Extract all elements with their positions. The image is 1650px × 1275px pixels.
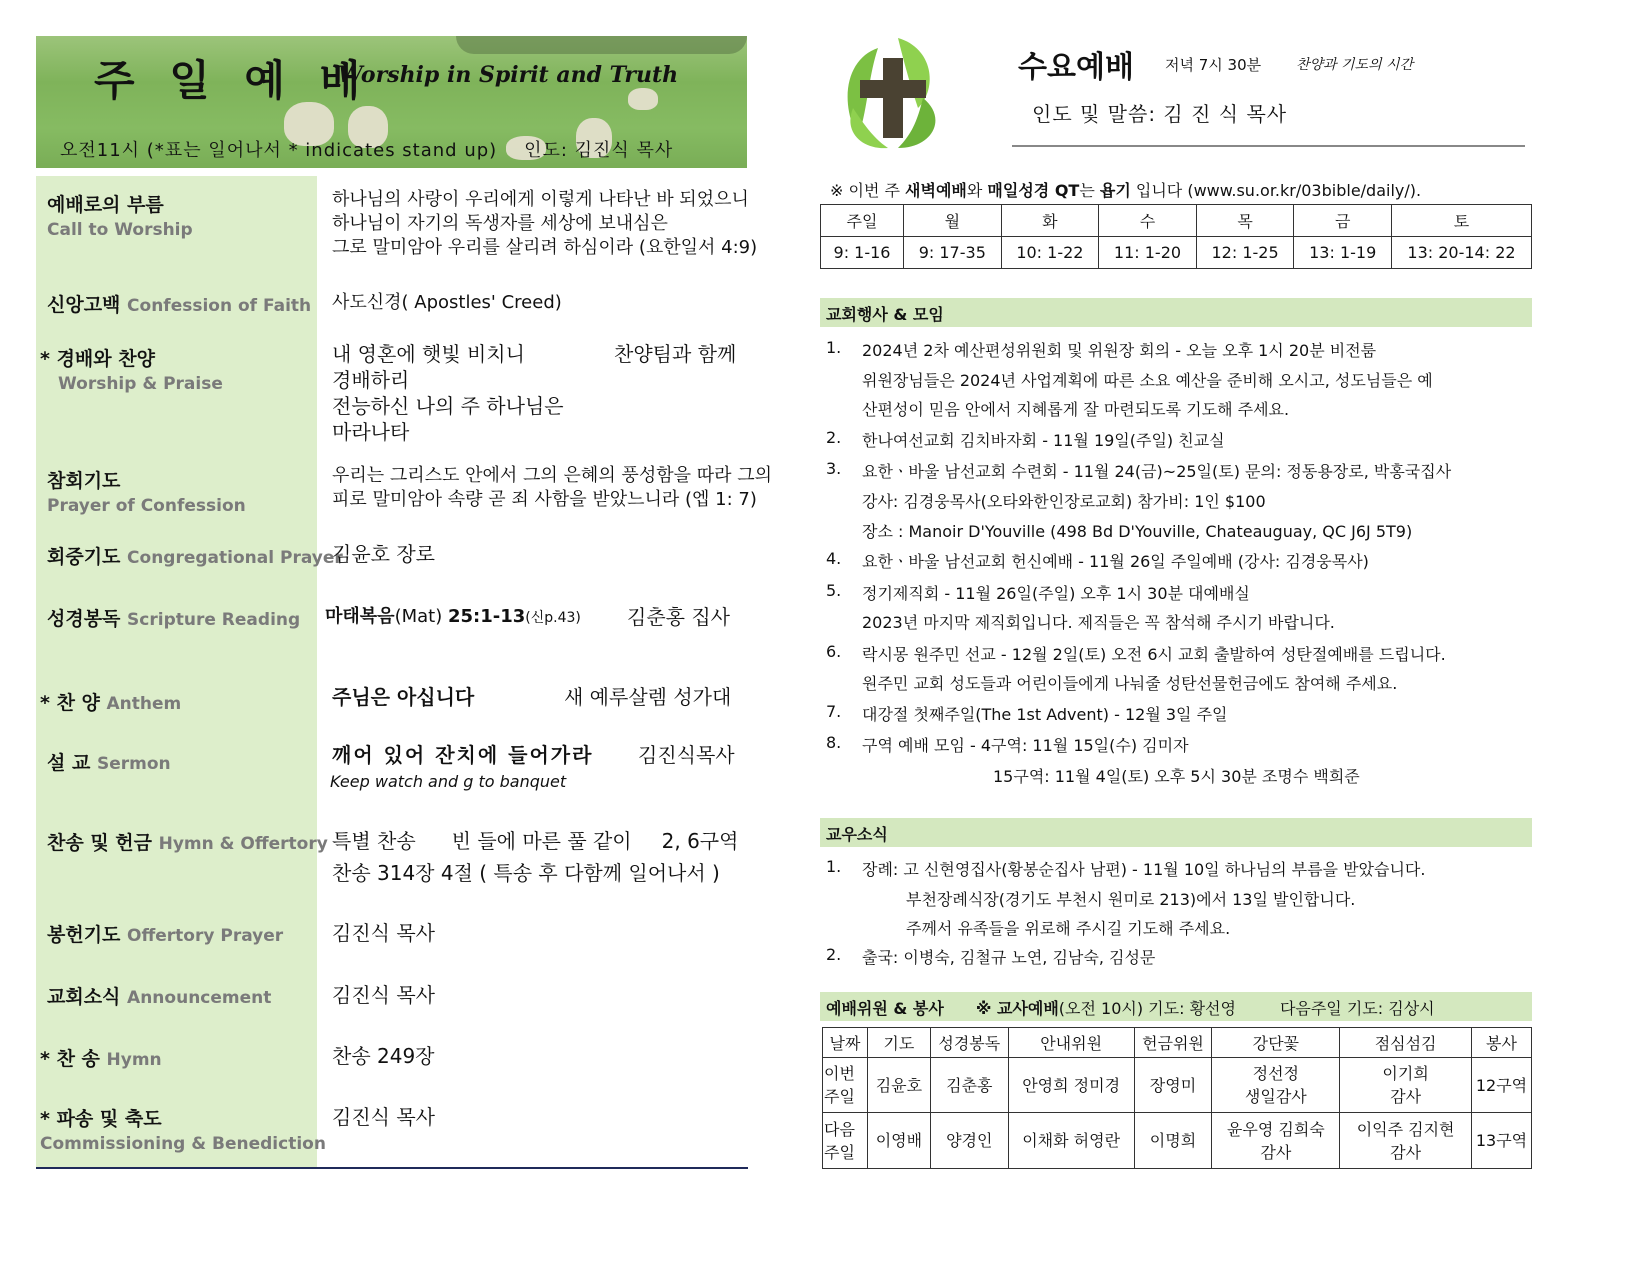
news-line: 장례: 고 신현영집사(황봉순집사 남편) - 11월 10일 하나님의 부름을 받았습니다. <box>862 860 1426 879</box>
table-cell: 정선정 생일감사 <box>1212 1058 1340 1113</box>
news-number: 1. <box>826 857 842 876</box>
event-number: 4. <box>826 549 842 568</box>
column-header: 점심섬김 <box>1340 1028 1472 1058</box>
table-row <box>821 237 1532 269</box>
table-row <box>823 1058 1532 1113</box>
hymn-offertory: 특별 찬송 빈 들에 마른 풀 같이 2, 6구역 찬송 314장 4절 ( 특송 후 다함께 일어나서 ) <box>332 829 739 885</box>
order-label: 찬송 및 헌금 Hymn & Offertory <box>47 832 328 854</box>
event-number: 3. <box>826 459 842 478</box>
column-header: 봉사 <box>1472 1028 1532 1058</box>
event-line: 산편성이 믿음 안에서 지혜롭게 잘 마련되도록 기도해 주세요. <box>862 400 1290 419</box>
table-cell: 이기희 감사 <box>1340 1058 1472 1113</box>
table-cell: 이명희 <box>1134 1113 1212 1169</box>
table-cell: 김춘홍 <box>930 1058 1008 1113</box>
event-line: 요한ㆍ바울 남선교회 수련회 - 11월 24(금)~25일(토) 문의: 정동용장로, 박홍국집사 <box>862 462 1452 481</box>
event-number: 1. <box>826 338 842 357</box>
table-row <box>821 205 1532 237</box>
reading-cell: 10: 1-22 <box>1001 237 1099 269</box>
table-cell: 윤우영 김희숙 감사 <box>1212 1113 1340 1169</box>
order-label-column <box>36 176 317 1168</box>
reading-cell: 13: 1-19 <box>1294 237 1392 269</box>
column-header: 헌금위원 <box>1134 1028 1212 1058</box>
table-cell: 장영미 <box>1134 1058 1212 1113</box>
event-line: 한나여선교회 김치바자회 - 11월 19일(주일) 친교실 <box>862 431 1225 450</box>
event-line: 원주민 교회 성도들과 어린이들에게 나눠줄 성탄선물헌금에도 참여해 주세요. <box>862 674 1398 693</box>
preacher: 김진식목사 <box>638 743 735 767</box>
wednesday-leader: 인도 및 말씀: 김 진 식 목사 <box>1032 102 1288 126</box>
order-label: 신앙고백 Confession of Faith <box>47 294 312 316</box>
event-line: 위원장님들은 2024년 사업계획에 따른 소요 예산을 준비해 오시고, 성도님들은 예 <box>862 371 1433 390</box>
table-cell: 김윤호 <box>867 1058 930 1113</box>
day-cell: 수 <box>1099 205 1197 237</box>
order-label: 회중기도 Congregational Prayer <box>47 546 343 568</box>
news-line: 출국: 이병숙, 김철규 노연, 김남숙, 김성문 <box>862 948 1156 967</box>
order-content: 내 영혼에 햇빛 비치니 경배하리 전능하신 나의 주 하나님은 마라나타 <box>332 342 564 444</box>
event-line: 락시몽 원주민 선교 - 12월 2일(토) 오전 6시 교회 출발하여 성탄절예배를 드립니다. <box>862 645 1446 664</box>
reading-cell: 9: 17-35 <box>904 237 1002 269</box>
wednesday-time: 저녁 7시 30분 <box>1165 56 1262 74</box>
leader-text: 인도: 김진식 목사 <box>524 140 674 161</box>
event-line: 강사: 김경웅목사(오타와한인장로교회) 참가비: 1인 $100 <box>862 492 1266 511</box>
reading-cell: 12: 1-25 <box>1196 237 1294 269</box>
reading-cell: 9: 1-16 <box>821 237 904 269</box>
day-cell: 주일 <box>821 205 904 237</box>
event-line: 대강절 첫째주일(The 1st Advent) - 12월 3일 주일 <box>862 705 1228 724</box>
order-content: 우리는 그리스도 안에서 그의 은혜의 풍성함을 따라 그의 피로 말미암아 속량 곧 죄 사함을 받았느니라 (엡 1: 7) <box>332 465 772 510</box>
event-line: 구역 예배 모임 - 4구역: 11월 15일(수) 김미자 <box>862 736 1189 755</box>
news-line: 주께서 유족들을 위로해 주시길 기도해 주세요. <box>906 919 1231 938</box>
order-label: 교회소식 Announcement <box>47 986 272 1008</box>
page-title: 주 일 예 배 <box>94 56 371 105</box>
order-label: 성경봉독 Scripture Reading <box>47 608 301 630</box>
day-cell: 화 <box>1001 205 1099 237</box>
event-line: 요한ㆍ바울 남선교회 헌신예배 - 11월 26일 주일예배 (강사: 김경웅목사) <box>862 552 1369 571</box>
order-content: 김진식 목사 <box>332 983 435 1007</box>
order-label: * 찬 양 Anthem <box>40 692 182 714</box>
event-line: 장소 : Manoir D'Youville (498 Bd D'Youville, Chateauguay, QC J6J 5T9) <box>862 522 1413 541</box>
event-line: 15구역: 11월 4일(토) 오후 5시 30분 조명수 백희준 <box>993 767 1360 786</box>
order-content: 찬송 249장 <box>332 1044 435 1068</box>
order-label: * 파송 및 축도 Commissioning & Benediction <box>40 1108 326 1154</box>
event-number: 8. <box>826 733 842 752</box>
table-row <box>823 1113 1532 1169</box>
order-label: * 찬 송 Hymn <box>40 1048 162 1070</box>
reading-cell: 11: 1-20 <box>1099 237 1197 269</box>
order-label: 설 교 Sermon <box>47 752 171 774</box>
events-header: 교회행사 & 모임 <box>820 298 1532 327</box>
choir-name: 새 예루살렘 성가대 <box>564 685 732 709</box>
table-cell: 양경인 <box>930 1113 1008 1169</box>
divider <box>1012 145 1525 147</box>
table-cell: 12구역 <box>1472 1058 1532 1113</box>
order-content: 사도신경( Apostles' Creed) <box>332 292 562 313</box>
anthem-title: 주님은 아십니다 <box>332 685 475 709</box>
event-line: 2023년 마지막 제직회입니다. 제직들은 꼭 참석해 주시기 바랍니다. <box>862 613 1335 632</box>
table-header-row <box>823 1028 1532 1058</box>
order-label: 예배로의 부름 Call to Worship <box>47 194 193 240</box>
service-time <box>60 136 673 162</box>
column-header: 성경봉독 <box>930 1028 1008 1058</box>
order-label: 참회기도 Prayer of Confession <box>47 470 246 516</box>
order-label: * 경배와 찬양 Worship & Praise <box>40 348 223 394</box>
day-cell: 목 <box>1196 205 1294 237</box>
event-number: 5. <box>826 581 842 600</box>
day-cell: 금 <box>1294 205 1392 237</box>
wednesday-subtitle: 찬양과 기도의 시간 <box>1296 57 1414 73</box>
order-label: 봉헌기도 Offertory Prayer <box>47 924 284 946</box>
news-line: 부천장례식장(경기도 부천시 원미로 213)에서 13일 발인합니다. <box>906 890 1356 909</box>
sermon-title-en: Keep watch and g to banquet <box>330 772 567 791</box>
sermon-title: 깨어 있어 잔치에 들어가라 <box>332 743 594 767</box>
banner-image <box>36 36 747 168</box>
event-number: 2. <box>826 428 842 447</box>
scripture-reading: 마태복음(Mat) 25:1-13(신p.43) <box>325 606 581 627</box>
reading-cell: 13: 20-14: 22 <box>1392 237 1532 269</box>
praise-team-note: 찬양팀과 함께 <box>614 342 737 366</box>
table-cell: 이번 주일 <box>823 1058 868 1113</box>
table-cell: 이영배 <box>867 1113 930 1169</box>
order-content: 김윤호 장로 <box>332 542 435 566</box>
cross-leaf-logo-icon <box>838 38 948 150</box>
event-number: 7. <box>826 702 842 721</box>
table-cell: 이익주 김지현 감사 <box>1340 1113 1472 1169</box>
column-header: 안내위원 <box>1008 1028 1134 1058</box>
qt-note: ※ 이번 주 새벽예배와 매일성경 QT는 욥기 입니다 (www.su.or.kr/03bible/daily/). <box>830 181 1422 200</box>
table-cell: 이채화 허영란 <box>1008 1113 1134 1169</box>
order-content: 김진식 목사 <box>332 921 435 945</box>
column-header: 강단꽃 <box>1212 1028 1340 1058</box>
divider <box>36 1167 748 1169</box>
trees-decoration <box>456 36 747 54</box>
order-content: 하나님의 사랑이 우리에게 이렇게 나타난 바 되었으니 하나님이 자기의 독생자를 세상에 보내심은 그로 말미암아 우리를 살리려 하심이라 (요한일서 4:9) <box>332 189 758 258</box>
event-line: 정기제직회 - 11월 26일(주일) 오후 1시 30분 대예배실 <box>862 584 1250 603</box>
time-text: 오전11시 (*표는 일어나서 * indicates stand up) <box>60 140 498 161</box>
scripture-reader: 김춘홍 집사 <box>627 605 730 629</box>
day-cell: 토 <box>1392 205 1532 237</box>
subtitle: Worship in Spirit and Truth <box>338 62 679 88</box>
duty-table <box>822 1027 1532 1169</box>
table-cell: 안영희 정미경 <box>1008 1058 1134 1113</box>
news-number: 2. <box>826 945 842 964</box>
duty-header: 예배위원 & 봉사 ※ 교사예배(오전 10시) 기도: 황선영 다음주일 기도: 김상시 <box>820 992 1532 1021</box>
event-number: 6. <box>826 642 842 661</box>
sheep-image <box>628 88 658 110</box>
table-cell: 13구역 <box>1472 1113 1532 1169</box>
day-cell: 월 <box>904 205 1002 237</box>
column-header: 기도 <box>867 1028 930 1058</box>
table-cell: 다음 주일 <box>823 1113 868 1169</box>
qt-schedule-table <box>820 204 1532 269</box>
wednesday-title: 수요예배 <box>1018 50 1134 85</box>
column-header: 날짜 <box>823 1028 868 1058</box>
order-content: 김진식 목사 <box>332 1105 435 1129</box>
news-header: 교우소식 <box>820 818 1532 847</box>
event-line: 2024년 2차 예산편성위원회 및 위원장 회의 - 오늘 오후 1시 20분 비전룸 <box>862 341 1377 360</box>
